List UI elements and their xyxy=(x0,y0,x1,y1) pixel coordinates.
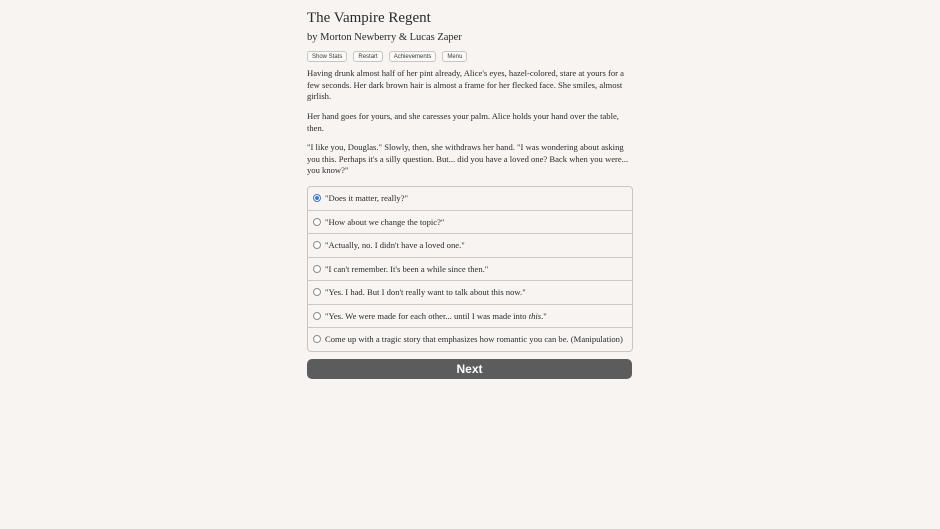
game-byline: by Morton Newberry & Lucas Zaper xyxy=(307,32,462,43)
choice-option-1[interactable] xyxy=(308,187,632,211)
choice-option-7[interactable] xyxy=(308,328,632,351)
choice-option-4[interactable] xyxy=(308,258,632,282)
choice-label-emphasis: this xyxy=(528,310,542,321)
menu-button[interactable]: Menu xyxy=(442,51,467,62)
choice-label xyxy=(325,311,547,321)
radio-selected-icon[interactable] xyxy=(313,194,321,202)
choice-label: "Yes. I had. But I don't really want to talk about this now." xyxy=(325,287,526,298)
radio-icon[interactable] xyxy=(313,335,321,343)
achievements-button[interactable]: Achievements xyxy=(389,51,437,62)
choice-label: Come up with a tragic story that emphasizes how romantic you can be. (Manipulation) xyxy=(325,334,623,345)
radio-icon[interactable] xyxy=(313,265,321,273)
choice-label: "Does it matter, really?" xyxy=(325,193,409,204)
story-paragraph-1: Having drunk almost half of her pint already, Alice's eyes, hazel-colored, stare at yours for a few seconds. Her dark brown hair is almost a frame for her flecked face. She smiles, almost girlish. xyxy=(307,68,624,102)
choice-label: "Actually, no. I didn't have a loved one." xyxy=(325,240,465,251)
radio-icon[interactable] xyxy=(313,218,321,226)
toolbar xyxy=(307,51,467,62)
choice-option-5[interactable] xyxy=(308,281,632,305)
radio-icon[interactable] xyxy=(313,288,321,296)
game-title: The Vampire Regent xyxy=(307,10,431,26)
restart-button[interactable]: Restart xyxy=(353,51,382,62)
story-paragraph-2: Her hand goes for yours, and she caresses your palm. Alice holds your hand over the table, then. xyxy=(307,111,619,133)
show-stats-button[interactable]: Show Stats xyxy=(307,51,347,62)
story-paragraph-3: "I like you, Douglas." Slowly, then, she withdraws her hand. "I was wondering about asking you this. Perhaps it's a silly question. But... did you have a loved one? Back when you were... you know?" xyxy=(307,142,629,176)
choice-option-3[interactable] xyxy=(308,234,632,258)
choice-option-2[interactable] xyxy=(308,211,632,235)
choice-label-prefix: "Yes. We were made for each other... until I was made into xyxy=(325,310,529,321)
radio-icon[interactable] xyxy=(313,312,321,320)
choice-list xyxy=(307,186,633,352)
radio-icon[interactable] xyxy=(313,241,321,249)
choice-option-6[interactable] xyxy=(308,305,632,329)
choice-label: "How about we change the topic?" xyxy=(325,216,445,227)
choice-label: "I can't remember. It's been a while since then." xyxy=(325,263,489,274)
choice-label-suffix: ." xyxy=(541,310,547,321)
next-button[interactable]: Next xyxy=(307,359,632,379)
